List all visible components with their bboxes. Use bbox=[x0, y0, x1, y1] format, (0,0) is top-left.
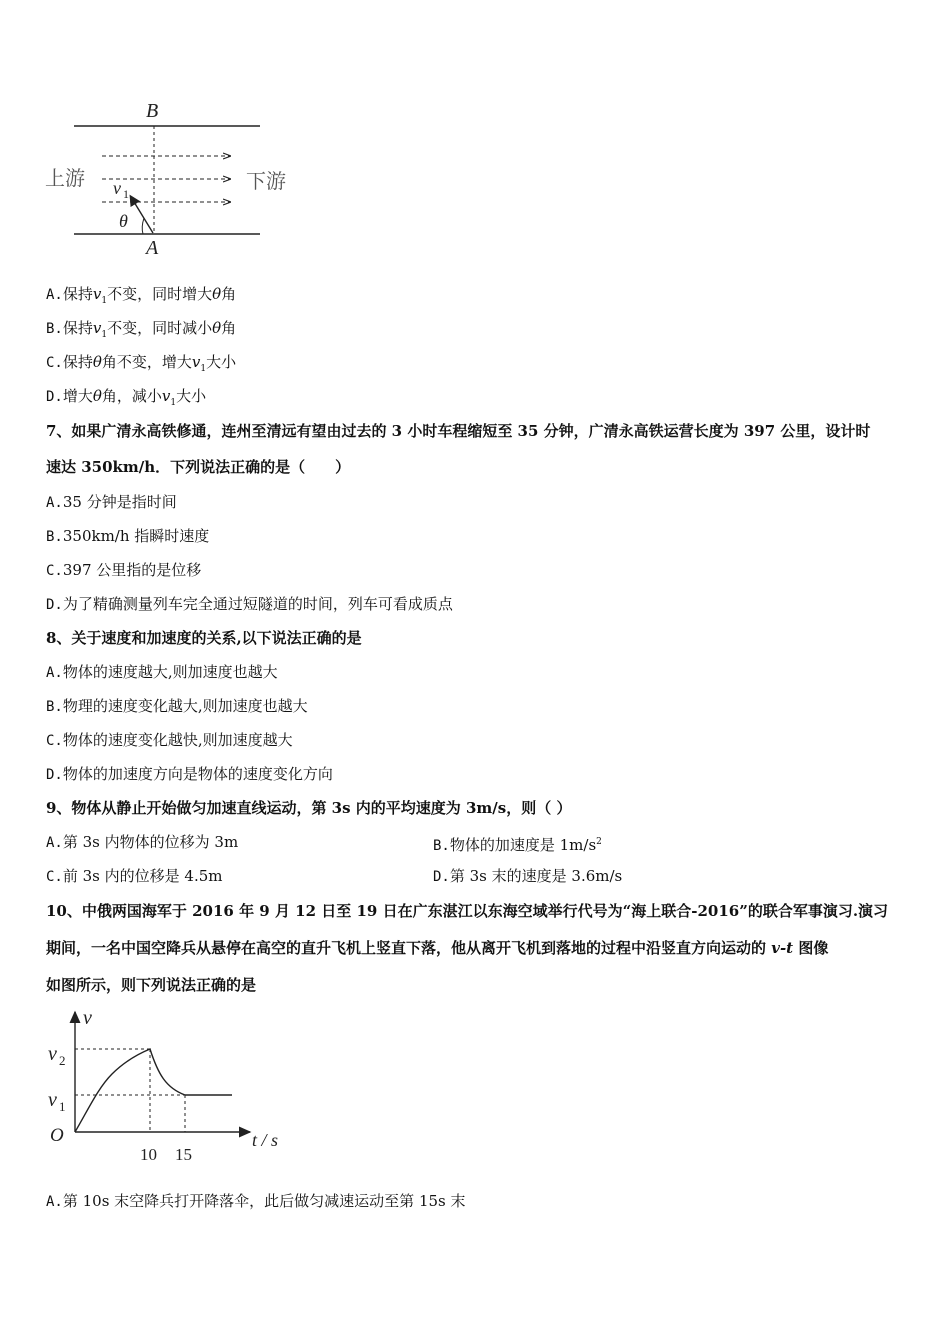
origin-label: O bbox=[50, 1125, 64, 1146]
v1-label: v bbox=[48, 1089, 57, 1111]
river-crossing-diagram bbox=[40, 96, 310, 261]
q8-option-c: C.物体的速度变化越快,则加速度越大 bbox=[46, 731, 293, 749]
y-axis-label: v bbox=[83, 1007, 92, 1029]
q7-stem-line2: 速达 350km/h．下列说法正确的是（ ） bbox=[46, 458, 351, 476]
label-b: B bbox=[146, 100, 159, 122]
label-upstream: 上游 bbox=[45, 166, 85, 190]
q9-option-c: C.前 3s 内的位移是 4.5m bbox=[46, 867, 223, 885]
q7-option-b: B.350km/h 指瞬时速度 bbox=[46, 527, 210, 545]
q10-stem-line2: 期间，一名中国空降兵从悬停在高空的直升飞机上竖直下落，他从离开飞机到落地的过程中沿竖直方向运动的 v-t 图像 bbox=[46, 939, 829, 957]
v2-label: v bbox=[48, 1043, 57, 1065]
label-theta: θ bbox=[119, 211, 128, 231]
q7-stem-line1: 7、如果广清永高铁修通，连州至清远有望由过去的 3 小时车程缩短至 35 分钟，广清永高铁运营长度为 397 公里，设计时 bbox=[46, 422, 871, 440]
label-a: A bbox=[146, 237, 159, 259]
q6-option-c: C.保持θ角不变，增大$v_1$大小 bbox=[46, 353, 237, 374]
q8-stem: 8、关于速度和加速度的关系,以下说法正确的是 bbox=[46, 629, 362, 647]
q6-option-d: D.增大θ角，减小$v_1$大小 bbox=[46, 387, 207, 408]
label-v-sub: 1 bbox=[123, 187, 129, 201]
q9-option-d: D.第 3s 末的速度是 3.6m/s bbox=[433, 867, 623, 885]
q6-option-a: A.保持$v_1$不变，同时增大θ角 bbox=[46, 285, 237, 306]
tick-label-10: 10 bbox=[140, 1145, 157, 1164]
q8-option-b: B.物理的速度变化越大,则加速度也越大 bbox=[46, 697, 308, 715]
label-v: v bbox=[113, 178, 121, 198]
q7-option-c: C.397 公里指的是位移 bbox=[46, 561, 202, 579]
v1-label-sub: 1 bbox=[59, 1099, 66, 1114]
tick-label-15: 15 bbox=[175, 1145, 192, 1164]
q9-stem: 9、物体从静止开始做匀加速直线运动，第 3s 内的平均速度为 3m/s，则（ ） bbox=[46, 799, 572, 817]
velocity-curve bbox=[75, 1049, 232, 1132]
q8-option-d: D.物体的加速度方向是物体的速度变化方向 bbox=[46, 765, 333, 783]
q8-option-a: A.物体的速度越大,则加速度也越大 bbox=[46, 663, 278, 681]
q10-option-a: A.第 10s 末空降兵打开降落伞，此后做匀减速运动至第 15s 末 bbox=[46, 1192, 466, 1210]
v2-label-sub: 2 bbox=[59, 1053, 66, 1068]
q10-stem-line3: 如图所示，则下列说法正确的是 bbox=[46, 976, 257, 994]
theta-arc bbox=[142, 218, 144, 234]
q10-stem-line1: 10、中俄两国海军于 2016 年 9 月 12 日至 19 日在广东湛江以东海空域举行代号为“海上联合-2016”的联合军事演习.演习 bbox=[46, 902, 889, 920]
label-downstream: 下游 bbox=[246, 169, 286, 193]
q9-option-b: B.物体的加速度是 $1m/s^2$ bbox=[433, 836, 602, 854]
x-axis-label: t / s bbox=[252, 1130, 279, 1150]
q9-option-a: A.第 3s 内物体的位移为 3m bbox=[46, 833, 239, 851]
q7-option-d: D.为了精确测量列车完全通过短隧道的时间，列车可看成质点 bbox=[46, 595, 453, 613]
q7-option-a: A.35 分钟是指时间 bbox=[46, 493, 177, 511]
q6-option-b: B.保持$v_1$不变，同时减小θ角 bbox=[46, 319, 237, 340]
vt-graph bbox=[40, 1004, 290, 1168]
